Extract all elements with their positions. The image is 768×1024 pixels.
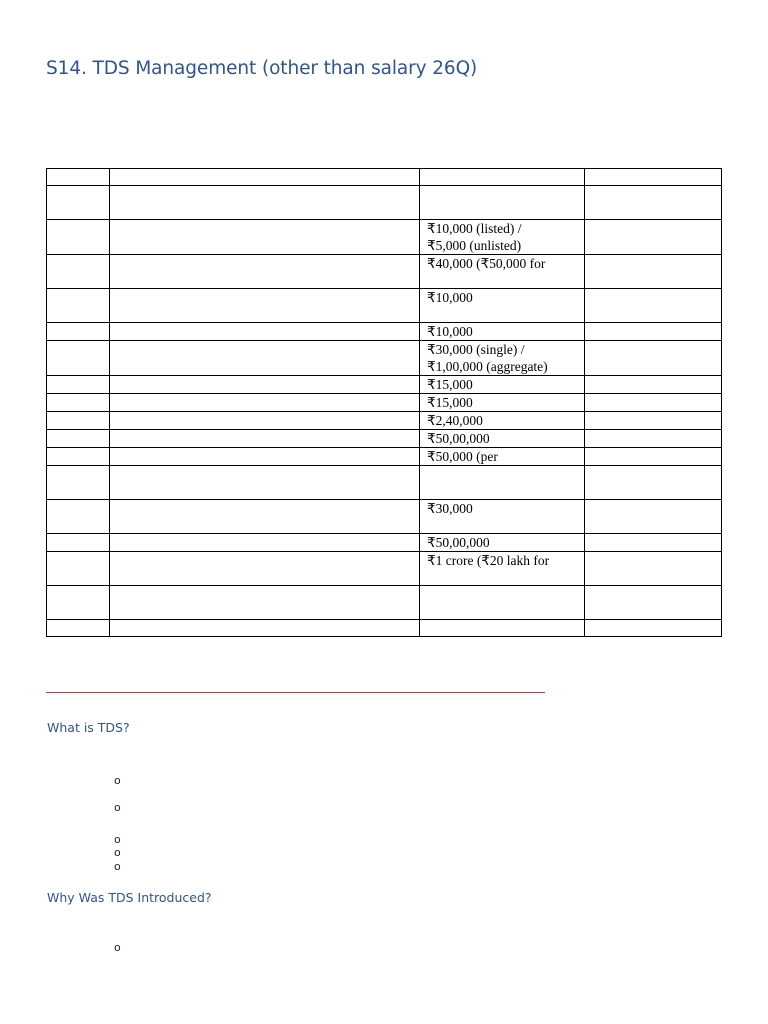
- table-cell: [110, 412, 420, 430]
- table-cell: [585, 186, 722, 220]
- table-cell: [110, 169, 420, 186]
- table-cell: [585, 552, 722, 586]
- table-cell: [110, 552, 420, 586]
- table-cell: [110, 289, 420, 323]
- table-row: [47, 323, 722, 341]
- table-cell: ₹50,000 (per: [420, 448, 585, 466]
- table-row: [47, 500, 722, 534]
- table-cell: [47, 620, 110, 637]
- table-cell: [585, 255, 722, 289]
- table-cell: [585, 412, 722, 430]
- table-cell: [585, 500, 722, 534]
- table-cell: ₹10,000 (listed) / ₹5,000 (unlisted): [420, 220, 585, 255]
- table-row: [47, 169, 722, 186]
- table-cell: [110, 430, 420, 448]
- table-cell: [585, 586, 722, 620]
- table-cell: [47, 394, 110, 412]
- table-cell: ₹1 crore (₹20 lakh for: [420, 552, 585, 586]
- table-cell: [420, 620, 585, 637]
- table-row: [47, 586, 722, 620]
- table-row: [47, 466, 722, 500]
- table-cell: [47, 534, 110, 552]
- bullet-point: o: [114, 846, 121, 859]
- table-cell: ₹10,000: [420, 323, 585, 341]
- table-cell: [585, 323, 722, 341]
- tds-threshold-table: [46, 168, 722, 637]
- table-cell: [47, 255, 110, 289]
- table-cell: [585, 430, 722, 448]
- table-row: [47, 394, 722, 412]
- table-cell: ₹50,00,000: [420, 534, 585, 552]
- table-row: [47, 341, 722, 376]
- table-cell: ₹30,000: [420, 500, 585, 534]
- table-row: [47, 552, 722, 586]
- table-row: [47, 412, 722, 430]
- table-cell: [47, 586, 110, 620]
- page-title: S14. TDS Management (other than salary 26Q): [46, 58, 478, 79]
- table-cell: [47, 376, 110, 394]
- table-cell: [110, 466, 420, 500]
- table-cell: [585, 220, 722, 255]
- table-row: [47, 534, 722, 552]
- table-cell: ₹10,000: [420, 289, 585, 323]
- table-cell: [585, 289, 722, 323]
- table-cell: [47, 552, 110, 586]
- table-cell: [47, 186, 110, 220]
- table-cell: [47, 341, 110, 376]
- table-cell: [585, 341, 722, 376]
- bullet-point: o: [114, 774, 121, 787]
- bullet-point: o: [114, 941, 121, 954]
- table-cell: [47, 448, 110, 466]
- table-cell: [110, 448, 420, 466]
- table-cell: [110, 394, 420, 412]
- table-row: [47, 448, 722, 466]
- table-cell: ₹15,000: [420, 394, 585, 412]
- table-cell: ₹50,00,000: [420, 430, 585, 448]
- table-row: [47, 376, 722, 394]
- table-cell: [47, 289, 110, 323]
- table-row: [47, 255, 722, 289]
- table-cell: [110, 376, 420, 394]
- table-cell: [110, 341, 420, 376]
- table-row: [47, 430, 722, 448]
- table-cell: [110, 500, 420, 534]
- section-divider: [46, 692, 545, 693]
- table-cell: [110, 534, 420, 552]
- table-cell: [110, 220, 420, 255]
- table-cell: [110, 255, 420, 289]
- table-cell: [585, 169, 722, 186]
- table-cell: [585, 448, 722, 466]
- table-cell: [420, 466, 585, 500]
- table-cell: [47, 323, 110, 341]
- table-cell: [420, 186, 585, 220]
- table-cell: [585, 466, 722, 500]
- table-cell: ₹30,000 (single) / ₹1,00,000 (aggregate): [420, 341, 585, 376]
- table-cell: [110, 620, 420, 637]
- table-cell: [420, 169, 585, 186]
- table-row: [47, 289, 722, 323]
- table-cell: [47, 466, 110, 500]
- heading-why-tds-introduced: Why Was TDS Introduced?: [47, 890, 212, 905]
- bullet-point: o: [114, 801, 121, 814]
- table-cell: [47, 500, 110, 534]
- table-cell: [47, 412, 110, 430]
- table-cell: ₹15,000: [420, 376, 585, 394]
- table-row: [47, 220, 722, 255]
- table-cell: [420, 586, 585, 620]
- table-cell: [585, 620, 722, 637]
- table-cell: ₹40,000 (₹50,000 for: [420, 255, 585, 289]
- table-cell: [47, 430, 110, 448]
- table-cell: [110, 586, 420, 620]
- bullet-point: o: [114, 833, 121, 846]
- bullet-point: o: [114, 860, 121, 873]
- table-cell: ₹2,40,000: [420, 412, 585, 430]
- table-cell: [585, 534, 722, 552]
- table-row: [47, 186, 722, 220]
- table-row: [47, 620, 722, 637]
- table-cell: [585, 394, 722, 412]
- table-cell: [47, 169, 110, 186]
- heading-what-is-tds: What is TDS?: [47, 720, 130, 735]
- table-cell: [47, 220, 110, 255]
- table-cell: [585, 376, 722, 394]
- table-cell: [110, 323, 420, 341]
- table-cell: [110, 186, 420, 220]
